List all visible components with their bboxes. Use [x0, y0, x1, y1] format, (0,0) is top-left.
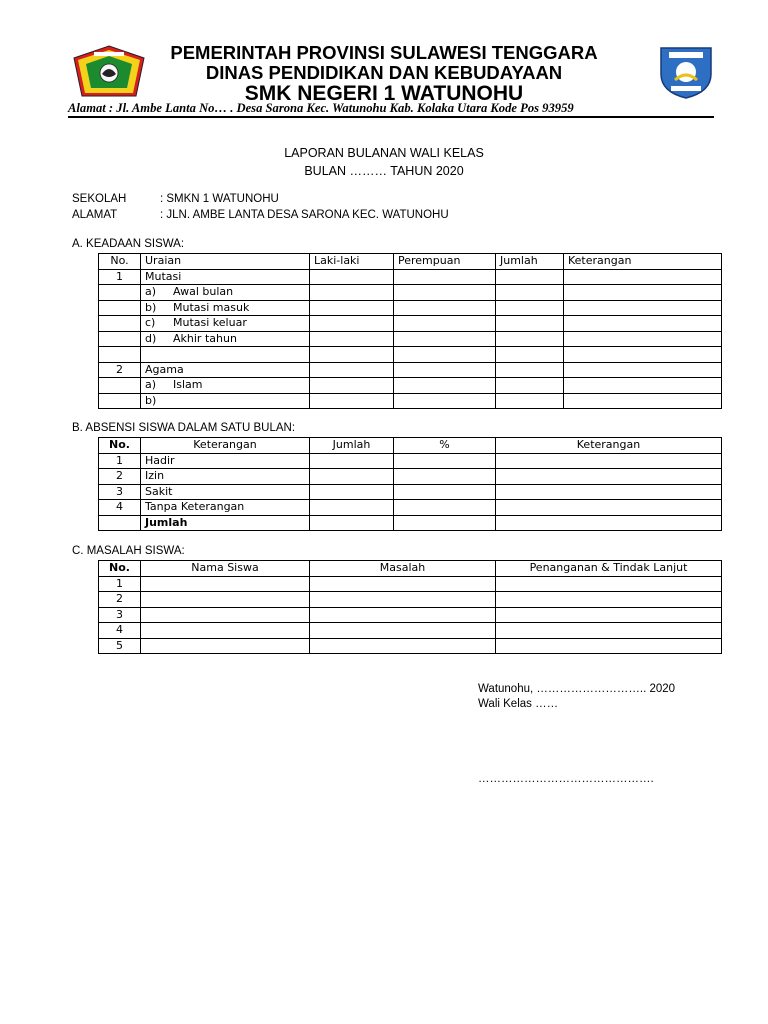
- report-title: LAPORAN BULANAN WALI KELAS: [284, 146, 484, 160]
- cell-laki-laki[interactable]: [310, 285, 394, 301]
- row-uraian: [141, 393, 310, 409]
- row-no: [99, 515, 141, 531]
- cell-jumlah[interactable]: [496, 347, 564, 363]
- cell-keterangan[interactable]: [564, 362, 722, 378]
- col-header-keterangan-2: Keterangan: [496, 438, 722, 454]
- row-uraian: [141, 331, 310, 347]
- signature-place-date: Watunohu, ……………………….. 2020: [478, 683, 676, 695]
- signature-name-line: ……………………………………….: [478, 773, 654, 785]
- row-sub-letter: a): [145, 285, 157, 299]
- cell-jumlah[interactable]: [310, 453, 394, 469]
- row-no: 5: [99, 638, 141, 654]
- row-uraian-text: Akhir tahun: [173, 331, 237, 345]
- col-header-masalah: Masalah: [310, 561, 496, 577]
- table-row: [99, 300, 722, 316]
- cell-nama-siswa[interactable]: [141, 576, 310, 592]
- cell-perempuan[interactable]: [394, 362, 496, 378]
- cell-keterangan[interactable]: [564, 316, 722, 332]
- cell-laki-laki[interactable]: [310, 362, 394, 378]
- row-no: [99, 393, 141, 409]
- cell-perempuan[interactable]: [394, 378, 496, 394]
- cell-keterangan[interactable]: [496, 453, 722, 469]
- letterhead-address: Alamat : Jl. Ambe Lanta No… . Desa Sarona Kec. Watunohu Kab. Kolaka Utara Kode Pos 93959: [68, 101, 574, 115]
- row-uraian: [141, 285, 310, 301]
- masalah-siswa-table: [98, 560, 722, 654]
- cell-perempuan[interactable]: [394, 393, 496, 409]
- table-row: [99, 484, 722, 500]
- row-uraian-text: Mutasi keluar: [173, 316, 247, 330]
- total-row: [99, 515, 722, 531]
- cell-percent[interactable]: [394, 515, 496, 531]
- row-sub-letter: b): [145, 300, 157, 314]
- col-header-no: No.: [99, 561, 141, 577]
- col-header-percent: %: [394, 438, 496, 454]
- col-header-perempuan: Perempuan: [394, 254, 496, 270]
- table-row: [99, 592, 722, 608]
- cell-laki-laki[interactable]: [310, 300, 394, 316]
- total-label: Jumlah: [141, 515, 310, 531]
- row-uraian: [141, 269, 310, 285]
- cell-nama-siswa[interactable]: [141, 607, 310, 623]
- cell-keterangan[interactable]: [564, 378, 722, 394]
- cell-jumlah[interactable]: [496, 285, 564, 301]
- alamat-value: : JLN. AMBE LANTA DESA SARONA KEC. WATUNOHU: [160, 209, 449, 221]
- cell-keterangan[interactable]: [564, 331, 722, 347]
- cell-jumlah[interactable]: [496, 316, 564, 332]
- cell-masalah[interactable]: [310, 607, 496, 623]
- col-header-no: No.: [99, 438, 141, 454]
- cell-jumlah[interactable]: [496, 300, 564, 316]
- letterhead: [0, 0, 768, 120]
- cell-keterangan[interactable]: [564, 393, 722, 409]
- row-sub-letter: c): [145, 316, 156, 330]
- cell-perempuan[interactable]: [394, 269, 496, 285]
- cell-jumlah[interactable]: [496, 393, 564, 409]
- cell-penanganan[interactable]: [496, 576, 722, 592]
- row-keterangan: Sakit: [141, 484, 310, 500]
- row-no: [99, 285, 141, 301]
- table-row: [99, 316, 722, 332]
- row-no: 2: [99, 592, 141, 608]
- table-row: [99, 347, 722, 363]
- table-row: [99, 331, 722, 347]
- row-uraian-text: Mutasi masuk: [173, 300, 250, 314]
- cell-jumlah[interactable]: [310, 484, 394, 500]
- cell-masalah[interactable]: [310, 638, 496, 654]
- cell-perempuan[interactable]: [394, 347, 496, 363]
- sekolah-value: : SMKN 1 WATUNOHU: [160, 193, 279, 205]
- col-header-keterangan: Keterangan: [141, 438, 310, 454]
- table-row: [99, 469, 722, 485]
- cell-nama-siswa[interactable]: [141, 592, 310, 608]
- row-keterangan: Izin: [141, 469, 310, 485]
- cell-jumlah[interactable]: [496, 331, 564, 347]
- cell-laki-laki[interactable]: [310, 331, 394, 347]
- cell-jumlah[interactable]: [310, 515, 394, 531]
- row-no: 2: [99, 362, 141, 378]
- row-sub-letter: b): [145, 393, 157, 407]
- table-row: [99, 576, 722, 592]
- cell-perempuan[interactable]: [394, 331, 496, 347]
- smk-shield-logo-icon: [657, 44, 715, 100]
- cell-keterangan[interactable]: [496, 515, 722, 531]
- row-uraian: [141, 300, 310, 316]
- table-row: [99, 269, 722, 285]
- row-uraian: [141, 347, 310, 363]
- col-header-nama-siswa: Nama Siswa: [141, 561, 310, 577]
- col-header-penanganan: Penanganan & Tindak Lanjut: [496, 561, 722, 577]
- letterhead-line-1: PEMERINTAH PROVINSI SULAWESI TENGGARA: [170, 42, 598, 63]
- table-row: [99, 378, 722, 394]
- cell-perempuan[interactable]: [394, 300, 496, 316]
- section-c-heading: C. MASALAH SISWA:: [72, 545, 185, 557]
- report-period: BULAN ……… TAHUN 2020: [304, 164, 464, 178]
- col-header-jumlah: Jumlah: [496, 254, 564, 270]
- table-header-row: [99, 438, 722, 454]
- row-sub-letter: d): [145, 331, 157, 345]
- table-header-row: [99, 254, 722, 270]
- row-uraian-text: Awal bulan: [173, 285, 234, 299]
- cell-nama-siswa[interactable]: [141, 623, 310, 639]
- cell-penanganan[interactable]: [496, 607, 722, 623]
- cell-jumlah[interactable]: [310, 500, 394, 516]
- row-keterangan: Tanpa Keterangan: [141, 500, 310, 516]
- cell-keterangan[interactable]: [564, 269, 722, 285]
- cell-laki-laki[interactable]: [310, 393, 394, 409]
- row-uraian-text: Mutasi: [145, 269, 182, 283]
- table-row: [99, 623, 722, 639]
- row-no: [99, 331, 141, 347]
- cell-penanganan[interactable]: [496, 592, 722, 608]
- letterhead-school-name: SMK NEGERI 1 WATUNOHU: [244, 82, 524, 105]
- row-no: 2: [99, 469, 141, 485]
- cell-keterangan[interactable]: [564, 300, 722, 316]
- cell-keterangan[interactable]: [496, 469, 722, 485]
- cell-percent[interactable]: [394, 453, 496, 469]
- row-no: 1: [99, 269, 141, 285]
- cell-percent[interactable]: [394, 469, 496, 485]
- row-no: 4: [99, 500, 141, 516]
- table-row: [99, 607, 722, 623]
- cell-perempuan[interactable]: [394, 285, 496, 301]
- cell-jumlah[interactable]: [496, 362, 564, 378]
- cell-laki-laki[interactable]: [310, 269, 394, 285]
- signature-role: Wali Kelas ……: [478, 698, 559, 710]
- row-no: [99, 378, 141, 394]
- row-keterangan: Hadir: [141, 453, 310, 469]
- row-sub-letter: a): [145, 378, 157, 392]
- table-row: [99, 362, 722, 378]
- table-row: [99, 285, 722, 301]
- row-no: [99, 316, 141, 332]
- cell-keterangan[interactable]: [564, 285, 722, 301]
- row-no: 3: [99, 484, 141, 500]
- cell-nama-siswa[interactable]: [141, 638, 310, 654]
- cell-keterangan[interactable]: [496, 500, 722, 516]
- cell-percent[interactable]: [394, 500, 496, 516]
- sekolah-label: SEKOLAH: [72, 193, 127, 205]
- absensi-siswa-table: [98, 437, 722, 531]
- cell-jumlah[interactable]: [496, 269, 564, 285]
- row-no: 1: [99, 576, 141, 592]
- col-header-keterangan: Keterangan: [564, 254, 722, 270]
- cell-percent[interactable]: [394, 484, 496, 500]
- cell-jumlah[interactable]: [310, 469, 394, 485]
- row-no: [99, 347, 141, 363]
- cell-laki-laki[interactable]: [310, 378, 394, 394]
- cell-masalah[interactable]: [310, 623, 496, 639]
- table-row: [99, 500, 722, 516]
- cell-masalah[interactable]: [310, 592, 496, 608]
- section-a-heading: A. KEADAAN SISWA:: [72, 238, 185, 250]
- cell-laki-laki[interactable]: [310, 347, 394, 363]
- row-no: 4: [99, 623, 141, 639]
- alamat-label: ALAMAT: [72, 209, 118, 221]
- table-row: [99, 393, 722, 409]
- table-row: [99, 638, 722, 654]
- col-header-jumlah: Jumlah: [310, 438, 394, 454]
- row-uraian-text: Agama: [145, 362, 184, 376]
- row-uraian-text: Islam: [173, 378, 203, 392]
- row-uraian: [141, 362, 310, 378]
- table-row: [99, 453, 722, 469]
- cell-keterangan[interactable]: [564, 347, 722, 363]
- cell-penanganan[interactable]: [496, 638, 722, 654]
- row-no: 3: [99, 607, 141, 623]
- cell-jumlah[interactable]: [496, 378, 564, 394]
- cell-perempuan[interactable]: [394, 316, 496, 332]
- section-b-heading: B. ABSENSI SISWA DALAM SATU BULAN:: [72, 422, 296, 434]
- cell-laki-laki[interactable]: [310, 316, 394, 332]
- row-uraian: [141, 316, 310, 332]
- table-header-row: [99, 561, 722, 577]
- row-no: 1: [99, 453, 141, 469]
- letterhead-divider: [68, 116, 714, 118]
- cell-keterangan[interactable]: [496, 484, 722, 500]
- col-header-laki-laki: Laki-laki: [310, 254, 394, 270]
- cell-masalah[interactable]: [310, 576, 496, 592]
- col-header-uraian: Uraian: [141, 254, 310, 270]
- keadaan-siswa-table: [98, 253, 722, 409]
- letterhead-line-2: DINAS PENDIDIKAN DAN KEBUDAYAAN: [205, 62, 563, 83]
- row-no: [99, 300, 141, 316]
- row-uraian: [141, 378, 310, 394]
- col-header-no: No.: [99, 254, 141, 270]
- cell-penanganan[interactable]: [496, 623, 722, 639]
